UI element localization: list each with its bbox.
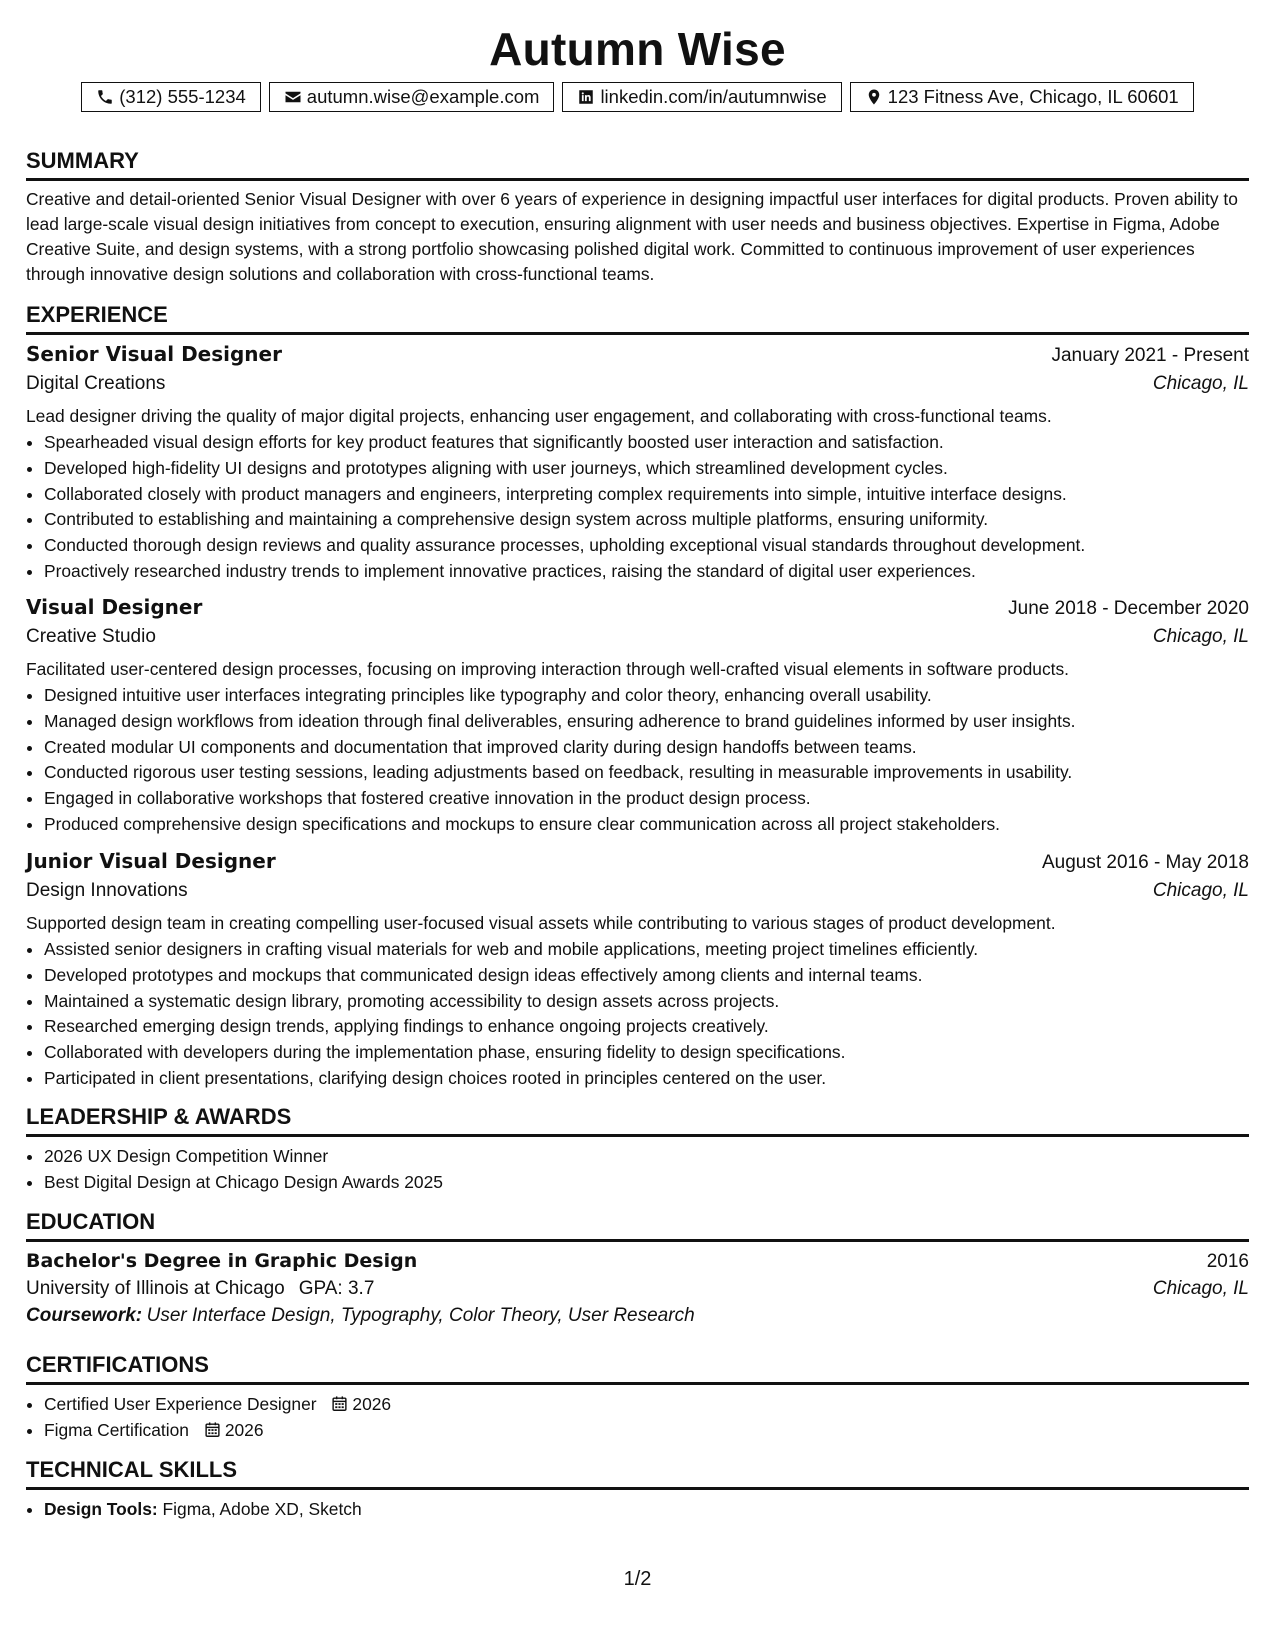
linkedin-chip[interactable] [562,82,841,112]
list-item: • Proactively researched industry trends to implement innovative practices, raising the standard of digital user experiences. [44,559,1249,585]
page-number: 1/2 [623,1568,652,1590]
job-entry [26,342,1249,585]
job-description: Facilitated user-centered design processes, focusing on improving interaction through well-crafted visual elements in software products. [26,659,1069,679]
company-name: Creative Studio [26,626,156,647]
list-item: • Produced comprehensive design specifications and mockups to ensure clear communication across all project stakeholders. [44,812,1249,838]
job-dates: June 2018 - December 2020 [1008,598,1249,619]
summary-section [26,148,1249,287]
job-description: Supported design team in creating compelling user-focused visual assets while contributing to various stages of product development. [26,913,1056,933]
list-item [44,1418,1249,1444]
linkedin-text: linkedin.com/in/autumnwise [600,86,827,107]
cert-year: 2026 [352,1394,392,1414]
cert-name: Certified User Experience Designer [44,1394,317,1414]
skill-value: Figma, Adobe XD, Sketch [162,1499,362,1519]
list-item: • Maintained a systematic design library, promoting accessibility to design assets across projects. [44,989,1249,1015]
certifications-section [26,1352,1249,1444]
address-chip[interactable] [850,82,1194,112]
cert-year: 2026 [224,1419,264,1440]
skills-list [26,1497,1249,1523]
awards-section [26,1104,1249,1196]
calendar-icon [204,1421,221,1438]
list-item: • Developed high-fidelity UI designs and prototypes aligning with user journeys, which streamlined development cycles. [44,456,1249,482]
job-location: Chicago, IL [1152,880,1249,901]
job-description: Lead designer driving the quality of major digital projects, enhancing user engagement, and collaborating with cross-functional teams. [26,406,1052,426]
list-item: • Engaged in collaborative workshops that fostered creative innovation in the product design process. [44,786,1249,812]
summary-text: Creative and detail-oriented Senior Visual Designer with over 6 years of experience in designing impactful user interfaces for digital products. Proven ability to lead large-scale visual design initiatives from concept to execution, ensuring alignment with user needs and business objectives. Expertise in Figma, Adobe Creative Suite, and design systems, with a strong portfolio showcasing polished digital work. Committed to continuous improvement of user experiences through innovative design solutions and collaboration with cross-functional teams. [26,189,1238,284]
job-title: Senior Visual Designer [26,342,282,366]
list-item: • Created modular UI components and documentation that improved clarity during design handoffs between teams. [44,735,1249,761]
list-item: • Participated in client presentations, clarifying design choices rooted in principles centered on the user. [44,1066,1249,1092]
job-bullets [26,937,1249,1092]
job-entry [26,849,1249,1092]
experience-section [26,302,1249,335]
contact-bar [26,82,1249,112]
job-location: Chicago, IL [1152,626,1249,647]
degree-title: Bachelor's Degree in Graphic Design [26,1250,418,1272]
section-title-certifications: CERTIFICATIONS [26,1352,1249,1385]
coursework [26,1305,1249,1327]
section-title-skills: TECHNICAL SKILLS [26,1457,1249,1490]
phone-text: (312) 555-1234 [119,86,246,107]
cert-name: Figma Certification [44,1419,189,1440]
job-title: Visual Designer [26,595,203,619]
company-name: Digital Creations [26,373,166,394]
job-dates: August 2016 - May 2018 [1041,852,1249,873]
email-text: autumn.wise@example.com [306,86,540,107]
list-item: • Managed design workflows from ideation through final deliverables, ensuring adherence to brand guidelines informed by user insights. [44,709,1249,735]
list-item: • Designed intuitive user interfaces integrating principles like typography and color theory, enhancing overall usability. [44,683,1249,709]
list-item [44,1392,1249,1418]
certifications-list [26,1392,1249,1444]
list-item: • Collaborated with developers during the implementation phase, ensuring fidelity to design specifications. [44,1040,1249,1066]
list-item: • Conducted thorough design reviews and quality assurance processes, upholding exceptional visual standards throughout development. [44,533,1249,559]
resume-page [26,0,1249,1519]
skill-label: Design Tools: [44,1499,158,1519]
coursework-label: Coursework: [26,1305,143,1326]
list-item: • Contributed to establishing and maintaining a comprehensive design system across multiple platforms, ensuring uniformity. [44,507,1249,533]
address-text: 123 Fitness Ave, Chicago, IL 60601 [887,86,1179,107]
school-location: Chicago, IL [1152,1278,1249,1299]
awards-list [26,1144,1249,1196]
list-item: • Collaborated closely with product managers and engineers, interpreting complex requirements into simple, intuitive interface designs. [44,482,1249,508]
job-location: Chicago, IL [1152,373,1249,394]
job-bullets [26,683,1249,838]
list-item: • Assisted senior designers in crafting visual materials for web and mobile applications, meeting project timelines efficiently. [44,937,1249,963]
list-item: • Best Digital Design at Chicago Design Awards 2025 [44,1170,1249,1196]
list-item [44,1497,1249,1523]
school-name: University of Illinois at Chicago [26,1278,285,1299]
phone-chip[interactable] [81,82,261,112]
company-name: Design Innovations [26,880,188,901]
candidate-name: Autumn Wise [489,23,786,75]
list-item: • Spearheaded visual design efforts for key product features that significantly boosted user interaction and satisfaction. [44,430,1249,456]
list-item: • 2026 UX Design Competition Winner [44,1144,1249,1170]
phone-icon [96,88,114,106]
linkedin-icon [577,88,595,106]
list-item: • Researched emerging design trends, applying findings to enhance ongoing projects creatively. [44,1014,1249,1040]
skills-section [26,1457,1249,1523]
gpa: GPA: 3.7 [298,1278,375,1299]
section-title-education: EDUCATION [26,1209,1249,1242]
coursework-text: User Interface Design, Typography, Color Theory, User Research [146,1305,695,1326]
email-chip[interactable] [269,82,555,112]
section-title-awards: LEADERSHIP & AWARDS [26,1104,1249,1137]
education-section [26,1209,1249,1327]
job-entry [26,595,1249,838]
graduation-year: 2016 [1206,1251,1249,1272]
section-title-experience: EXPERIENCE [26,302,1249,335]
job-bullets [26,430,1249,585]
envelope-icon [284,88,302,106]
map-pin-icon [865,88,883,106]
list-item: • Developed prototypes and mockups that communicated design ideas effectively among clients and internal teams. [44,963,1249,989]
job-dates: January 2021 - Present [1051,345,1249,366]
calendar-icon [331,1395,348,1412]
job-title: Junior Visual Designer [26,849,276,873]
section-title-summary: SUMMARY [26,148,1249,181]
list-item: • Conducted rigorous user testing sessions, leading adjustments based on feedback, resulting in measurable improvements in usability. [44,760,1249,786]
